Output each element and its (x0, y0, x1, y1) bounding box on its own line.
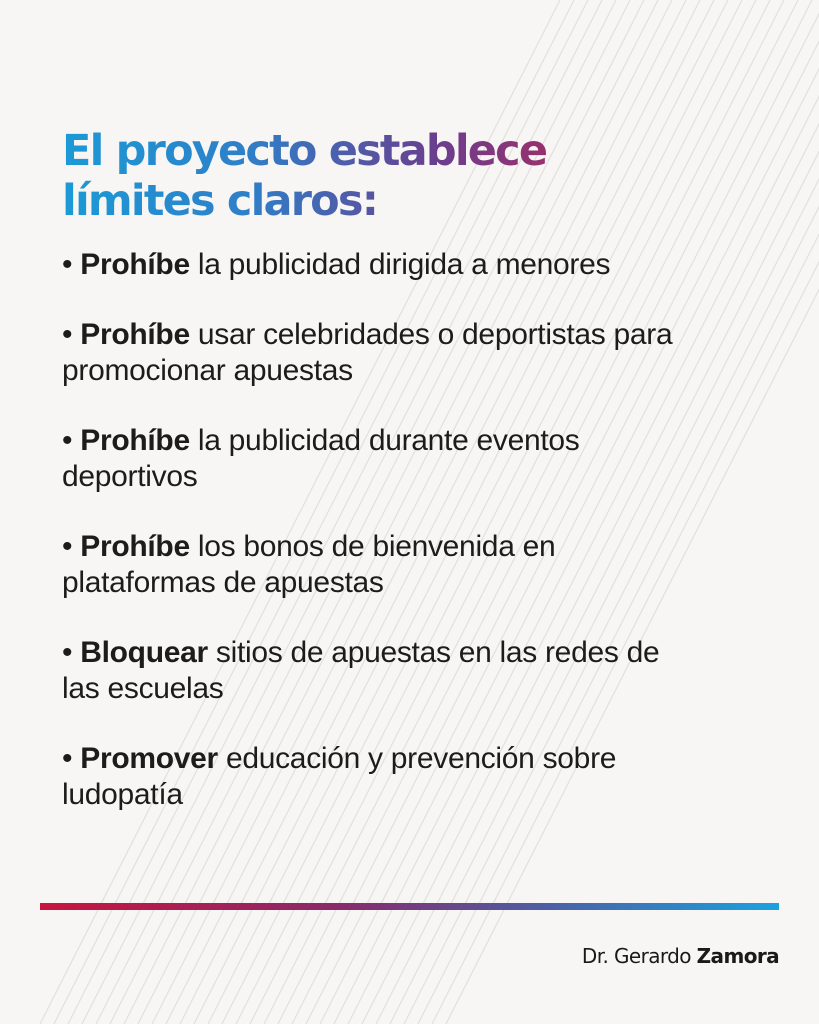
list-item-text: sitios de apuestas en las redes de las escuelas (62, 636, 660, 705)
title-line-1: El proyecto establece (62, 126, 547, 176)
list-item-text: la publicidad dirigida a menores (197, 248, 611, 281)
list-item-keyword: Prohíbe (80, 318, 190, 351)
list-item-text: usar celebridades o deportistas para promocionar apuestas (62, 318, 673, 387)
bullet: • (62, 530, 73, 563)
list-item (62, 635, 702, 707)
author-signature (582, 944, 779, 968)
bullet: • (62, 424, 73, 457)
list-item (62, 247, 702, 283)
signature-name: Dr. Gerardo (581, 944, 691, 968)
list-item-keyword: Prohíbe (80, 248, 190, 281)
list-item-text: los bonos de bienvenida en plataformas de apuestas (62, 530, 556, 599)
list-item (62, 317, 702, 389)
gradient-divider (40, 903, 779, 910)
list-item-keyword: Bloquear (80, 636, 208, 669)
title-line-2: límites claros: (62, 176, 378, 226)
signature-surname: Zamora (696, 944, 779, 968)
bullet: • (62, 318, 73, 351)
list-item (62, 741, 702, 813)
page-title (62, 126, 682, 226)
restriction-list (62, 247, 702, 847)
list-item-keyword: Prohíbe (80, 424, 190, 457)
bullet: • (62, 742, 73, 775)
bullet: • (62, 636, 73, 669)
list-item-keyword: Promover (80, 742, 218, 775)
bullet: • (62, 248, 73, 281)
list-item-text: la publicidad durante eventos deportivos (62, 424, 580, 493)
list-item-text: educación y prevención sobre ludopatía (62, 742, 617, 811)
list-item (62, 529, 702, 601)
list-item (62, 423, 702, 495)
list-item-keyword: Prohíbe (80, 530, 190, 563)
